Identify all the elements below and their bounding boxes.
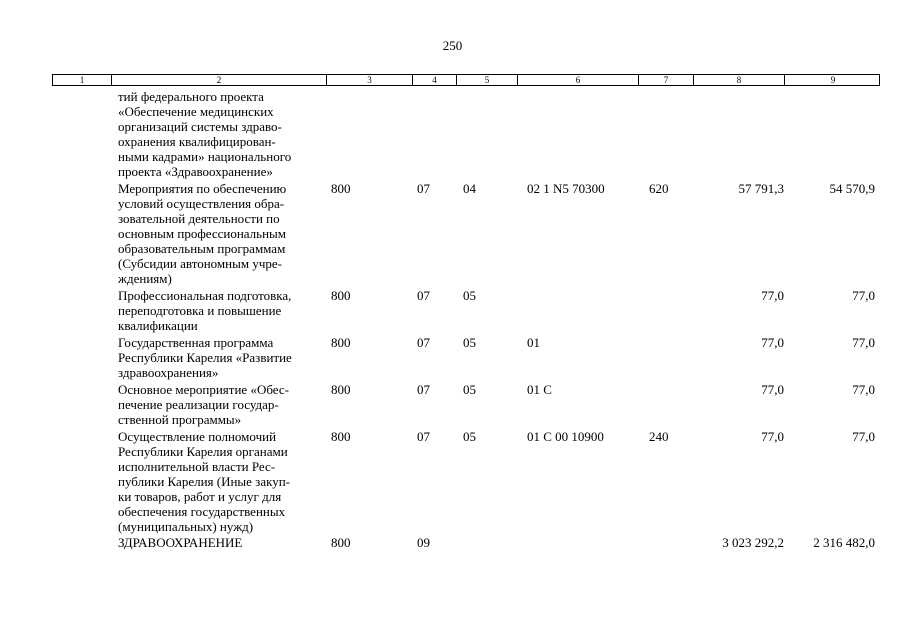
description-line: Профессиональная подготовка,: [118, 288, 292, 303]
cell-subsection: 05: [463, 429, 476, 444]
column-header-5: 5: [457, 75, 518, 85]
cell-subsection: 05: [463, 288, 476, 303]
cell-ministry: 800: [331, 429, 351, 444]
cell-subsection: 05: [463, 382, 476, 397]
description-line: Основное мероприятие «Обес-: [118, 382, 289, 397]
description-line: квалификации: [118, 318, 198, 333]
description-line: ки товаров, работ и услуг для: [118, 489, 282, 504]
cell-amount-year2: 77,0: [852, 335, 875, 350]
table-row: [0, 535, 905, 550]
column-header-6: 6: [518, 75, 639, 85]
cell-amount-year1: 77,0: [761, 382, 784, 397]
cell-expense-type: 240: [649, 429, 669, 444]
cell-amount-year2: 77,0: [852, 288, 875, 303]
row-description: [118, 89, 324, 179]
table-row: [0, 382, 905, 427]
cell-amount-year1: 77,0: [761, 335, 784, 350]
cell-amount-year1: 77,0: [761, 429, 784, 444]
cell-target-article: 02 1 N5 70300: [527, 181, 605, 196]
column-header-4: 4: [413, 75, 457, 85]
table-row: [0, 181, 905, 286]
page-number: 250: [442, 38, 463, 53]
description-line: условий осуществления обра-: [118, 196, 285, 211]
column-header-1: 1: [53, 75, 112, 85]
row-description: [118, 382, 324, 427]
cell-amount-year1: 3 023 292,2: [722, 535, 784, 550]
row-description: [118, 288, 324, 333]
description-line: охранения квалифицирован-: [118, 134, 276, 149]
cell-section: 07: [417, 429, 430, 444]
cell-amount-year2: 77,0: [852, 382, 875, 397]
table-row: [0, 429, 905, 534]
row-description: [118, 181, 324, 286]
description-line: проекта «Здравоохранение»: [118, 164, 273, 179]
cell-amount-year1: 57 791,3: [738, 181, 784, 196]
row-description: [118, 429, 324, 534]
cell-section: 07: [417, 382, 430, 397]
description-line: ЗДРАВООХРАНЕНИЕ: [118, 535, 243, 550]
column-header-8: 8: [694, 75, 785, 85]
cell-ministry: 800: [331, 181, 351, 196]
cell-amount-year2: 54 570,9: [829, 181, 875, 196]
column-header-9: 9: [830, 75, 836, 85]
cell-subsection: 05: [463, 335, 476, 350]
cell-ministry: 800: [331, 335, 351, 350]
column-header-7: 7: [639, 75, 694, 85]
description-line: (Субсидии автономным учре-: [118, 256, 282, 271]
budget-table: [0, 89, 905, 550]
cell-ministry: 800: [331, 288, 351, 303]
description-line: ждениям): [118, 271, 172, 286]
description-line: Государственная программа: [118, 335, 274, 350]
description-line: публики Карелия (Иные закуп-: [118, 474, 291, 489]
description-line: Мероприятия по обеспечению: [118, 181, 287, 196]
cell-target-article: 01 С: [527, 382, 552, 397]
description-line: тий федерального проекта: [118, 89, 264, 104]
table-row: [0, 335, 905, 380]
table-column-header: [52, 74, 880, 86]
description-line: Республики Карелия органами: [118, 444, 288, 459]
description-line: (муниципальных) нужд): [118, 519, 254, 534]
cell-section: 07: [417, 288, 430, 303]
cell-amount-year2: 77,0: [852, 429, 875, 444]
description-line: «Обеспечение медицинских: [118, 104, 274, 119]
description-line: Осуществление полномочий: [118, 429, 277, 444]
description-line: ственной программы»: [118, 412, 242, 427]
cell-expense-type: 620: [649, 181, 669, 196]
cell-amount-year1: 77,0: [761, 288, 784, 303]
table-row: [0, 288, 905, 333]
description-line: зовательной деятельности по: [118, 211, 280, 226]
cell-section: 09: [417, 535, 430, 550]
cell-ministry: 800: [331, 382, 351, 397]
description-line: ными кадрами» национального: [118, 149, 292, 164]
cell-section: 07: [417, 181, 430, 196]
row-description: [118, 335, 324, 380]
description-line: Республики Карелия «Развитие: [118, 350, 292, 365]
description-line: исполнительной власти Рес-: [118, 459, 276, 474]
column-header-2: 2: [112, 75, 327, 85]
table-row: [0, 89, 905, 179]
cell-amount-year2: 2 316 482,0: [813, 535, 875, 550]
cell-section: 07: [417, 335, 430, 350]
column-header-3: 3: [327, 75, 413, 85]
cell-ministry: 800: [331, 535, 351, 550]
description-line: переподготовка и повышение: [118, 303, 282, 318]
row-description: [118, 535, 324, 550]
description-line: основным профессиональным: [118, 226, 287, 241]
cell-subsection: 04: [463, 181, 476, 196]
cell-target-article: 01: [527, 335, 540, 350]
description-line: организаций системы здраво-: [118, 119, 282, 134]
cell-target-article: 01 С 00 10900: [527, 429, 604, 444]
description-line: обеспечения государственных: [118, 504, 286, 519]
description-line: образовательным программам: [118, 241, 286, 256]
description-line: печение реализации государ-: [118, 397, 279, 412]
description-line: здравоохранения»: [118, 365, 219, 380]
